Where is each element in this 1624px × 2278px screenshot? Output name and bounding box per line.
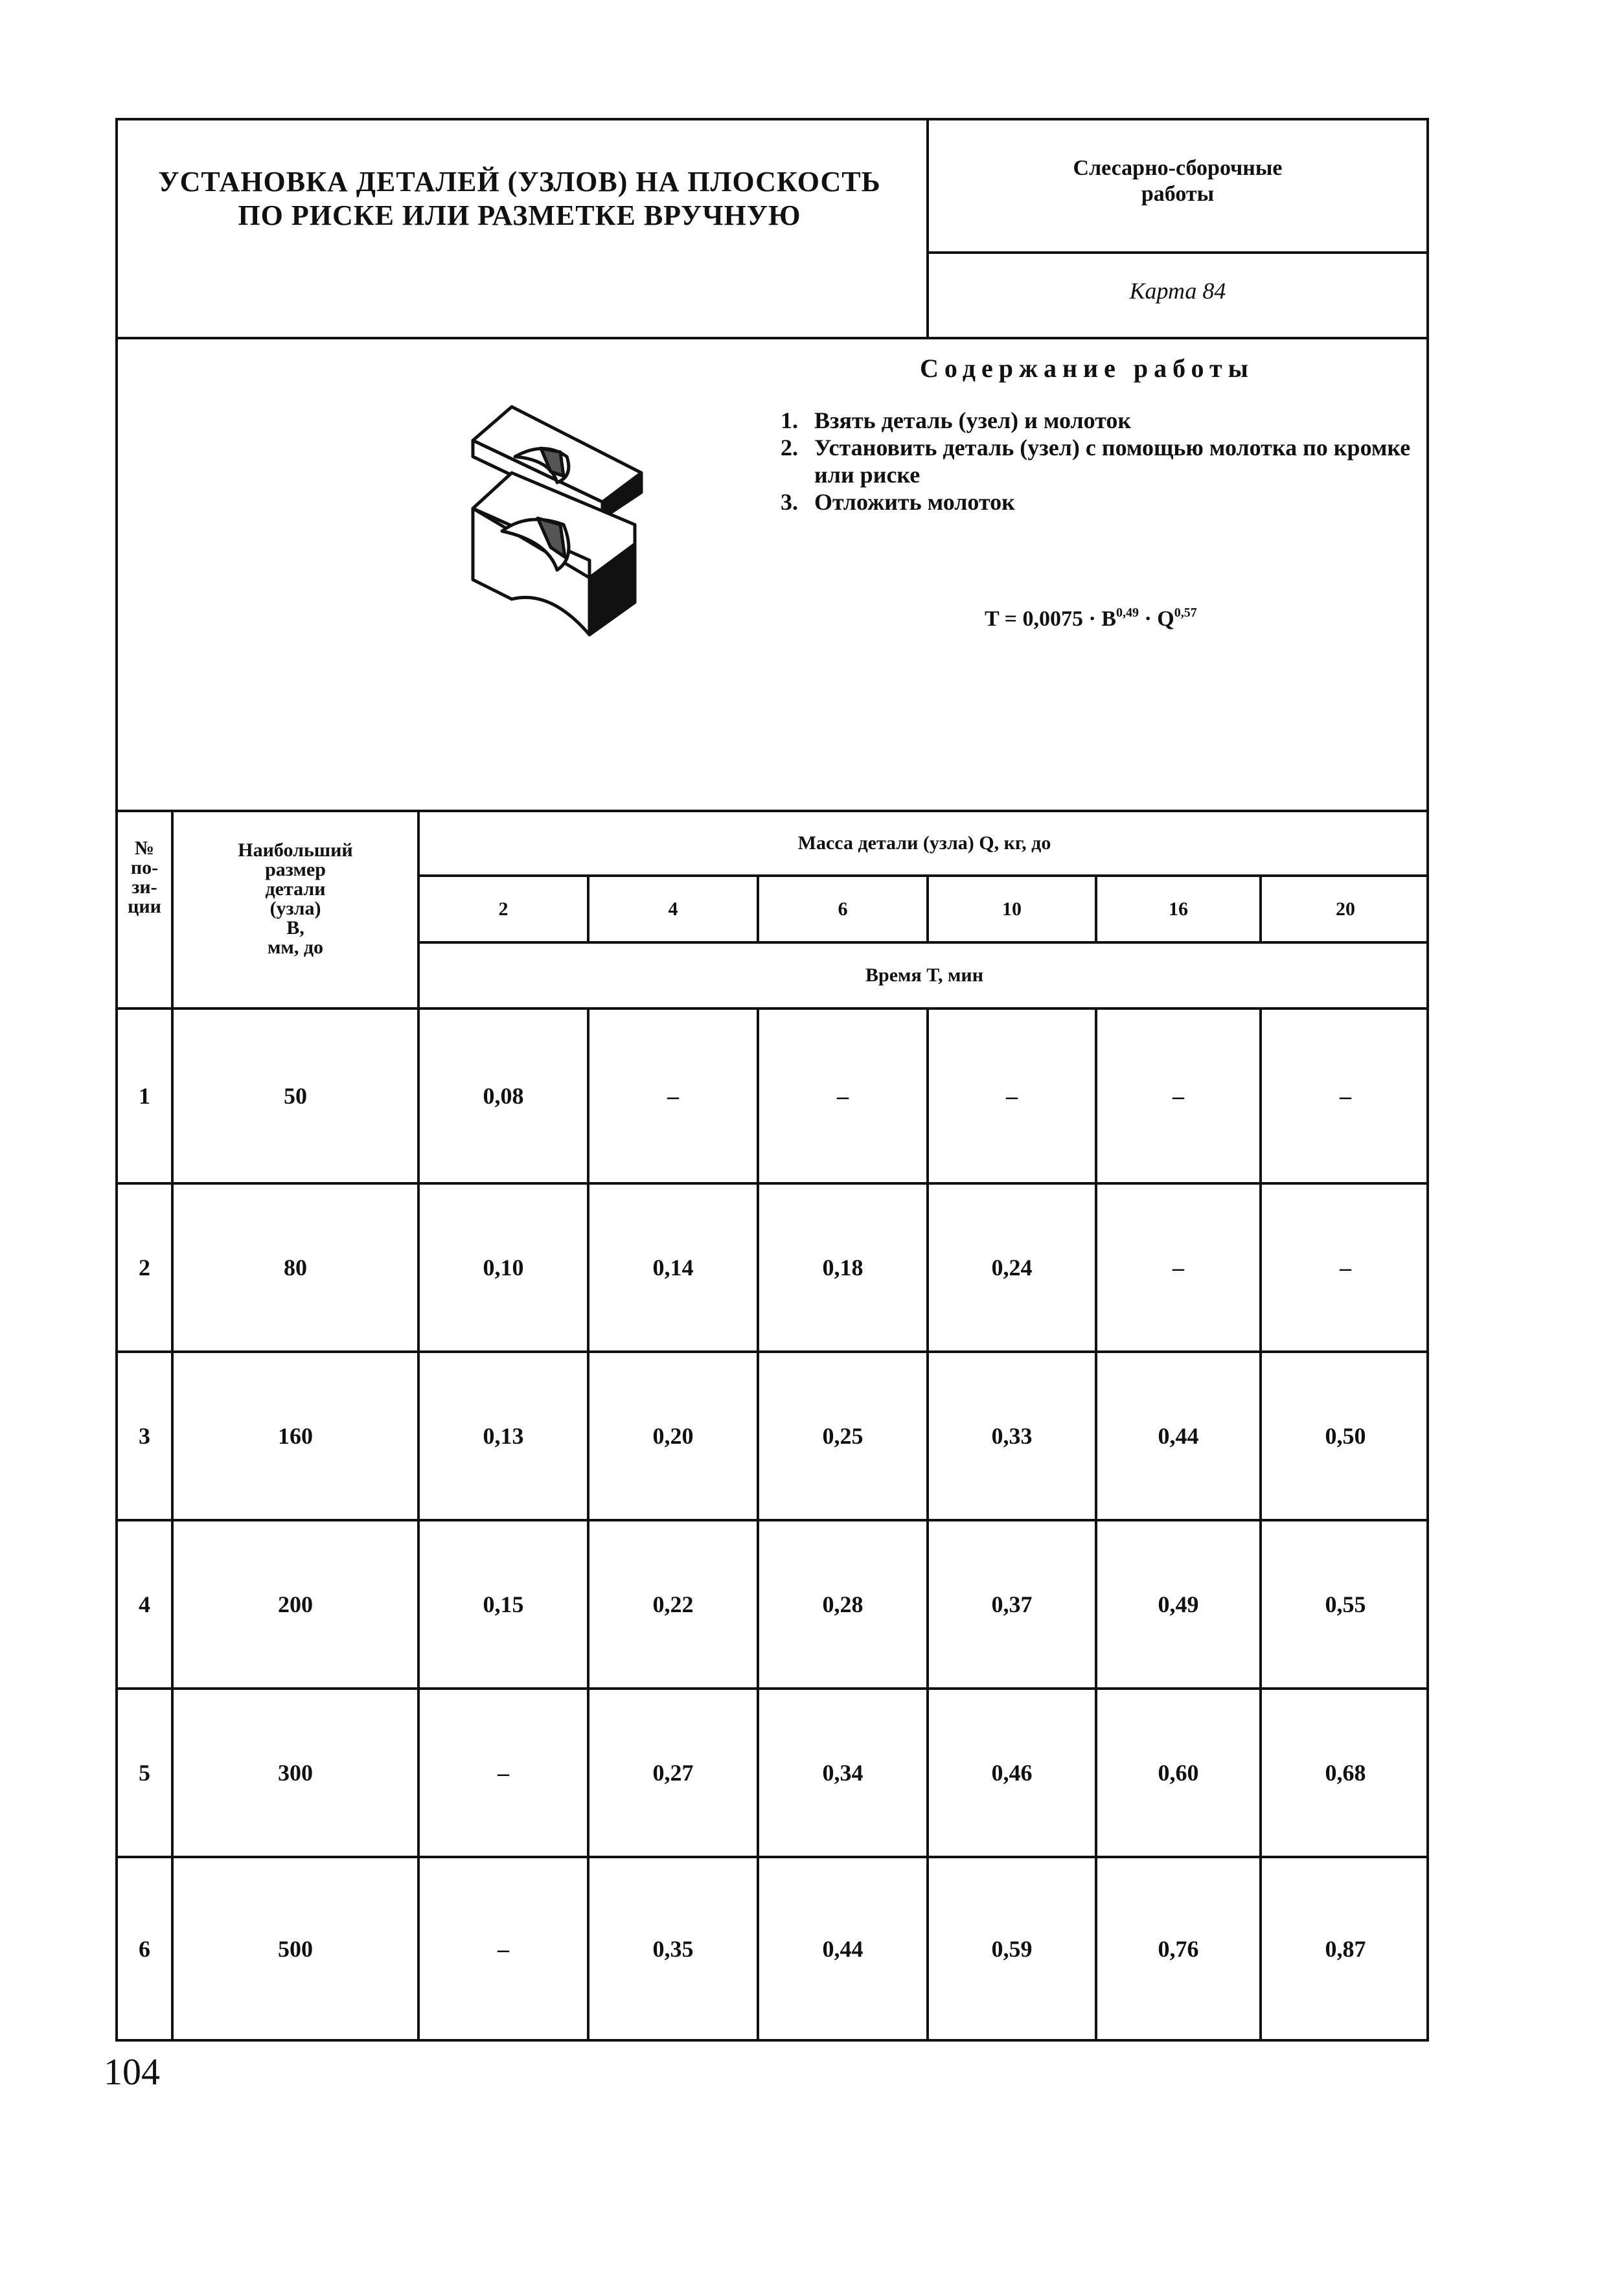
cell-time: – (667, 1083, 679, 1109)
cell-time: 0,35 (652, 1935, 694, 1962)
cell-size: 500 (278, 1935, 313, 1962)
cell-time: 0,87 (1325, 1935, 1366, 1962)
cell-size: 50 (284, 1083, 307, 1109)
cell-time: 0,25 (822, 1423, 863, 1449)
cell-time: 0,59 (991, 1935, 1033, 1962)
cell-time: 0,22 (652, 1591, 694, 1617)
time-header: Время T, мин (865, 964, 983, 986)
column-header-position: № по- зи- ции (128, 837, 161, 917)
header-divider-category (926, 251, 1429, 254)
cell-time: – (497, 1935, 509, 1962)
cell-position: 6 (139, 1935, 150, 1962)
cell-time: 0,27 (652, 1760, 694, 1786)
page-title (118, 165, 921, 233)
page-title-line1: УСТАНОВКА ДЕТАЛЕЙ (УЗЛОВ) НА ПЛОСКОСТЬ (158, 166, 881, 198)
cell-time: 0,10 (483, 1255, 524, 1281)
cell-size: 200 (278, 1591, 313, 1617)
mass-header: Масса детали (узла) Q, кг, до (797, 832, 1051, 854)
cell-time: 0,55 (1325, 1591, 1366, 1617)
mass-value: 2 (498, 898, 509, 920)
cell-position: 5 (139, 1760, 150, 1786)
cell-time: 0,50 (1325, 1423, 1366, 1449)
cell-time: 0,15 (483, 1591, 524, 1617)
mass-value: 10 (1002, 898, 1022, 920)
work-category (929, 155, 1426, 207)
column-header-size: Наибольший размер детали (узла) B, мм, до (238, 839, 353, 958)
cell-time: – (1006, 1083, 1018, 1109)
cell-position: 3 (139, 1423, 150, 1449)
cell-time: – (497, 1760, 509, 1786)
work-step: 1. Взять деталь (узел) и молоток (781, 407, 1132, 433)
part-illustration (453, 395, 661, 667)
cell-time: 0,20 (652, 1423, 694, 1449)
work-steps (781, 407, 1428, 516)
cell-time: 0,28 (822, 1591, 863, 1617)
work-category-line1: Слесарно-сборочные (1073, 156, 1283, 180)
cell-position: 1 (139, 1083, 150, 1109)
cell-position: 4 (139, 1591, 150, 1617)
content-heading: Содержание работы (920, 354, 1254, 383)
cell-time: 0,68 (1325, 1760, 1366, 1786)
cell-time: – (1340, 1255, 1351, 1281)
cell-time: 0,37 (991, 1591, 1033, 1617)
cell-time: – (1172, 1255, 1184, 1281)
cell-time: 0,46 (991, 1760, 1033, 1786)
cell-position: 2 (139, 1255, 150, 1281)
mass-value: 6 (838, 898, 848, 920)
header-bottom-line (115, 337, 1429, 339)
mass-value: 20 (1336, 898, 1355, 920)
cell-size: 300 (278, 1760, 313, 1786)
page-number: 104 (104, 2051, 160, 2093)
cell-time: 0,60 (1158, 1760, 1199, 1786)
header-divider-vertical (926, 118, 929, 338)
work-step: 3. Отложить молоток (781, 489, 1015, 515)
page-title-line2: ПО РИСКЕ ИЛИ РАЗМЕТКЕ ВРУЧНУЮ (238, 199, 801, 231)
card-number: Карта 84 (1129, 278, 1226, 304)
cell-time: 0,34 (822, 1760, 863, 1786)
cell-time: 0,33 (991, 1423, 1033, 1449)
cell-time: 0,14 (652, 1255, 694, 1281)
mass-value: 16 (1169, 898, 1188, 920)
cell-time: 0,24 (991, 1255, 1033, 1281)
cell-time: 0,44 (1158, 1423, 1199, 1449)
cell-time: 0,44 (822, 1935, 863, 1962)
work-category-line2: работы (1141, 182, 1215, 206)
cell-time: – (837, 1083, 849, 1109)
time-formula: T = 0,0075 · B$^{0,49}$ · Q$^{0,57}$ (985, 606, 1197, 631)
cell-time: 0,49 (1158, 1591, 1199, 1617)
work-step: 2. Установить деталь (узел) с помощью молотка по кромке или риске (781, 435, 1411, 488)
cell-time: – (1172, 1083, 1184, 1109)
cell-time: 0,76 (1158, 1935, 1199, 1962)
mass-value: 4 (668, 898, 678, 920)
cell-time: 0,13 (483, 1423, 524, 1449)
cell-time: – (1340, 1083, 1351, 1109)
cell-size: 160 (278, 1423, 313, 1449)
cell-size: 80 (284, 1255, 307, 1281)
cell-time: 0,08 (483, 1083, 524, 1109)
cell-time: 0,18 (822, 1255, 863, 1281)
